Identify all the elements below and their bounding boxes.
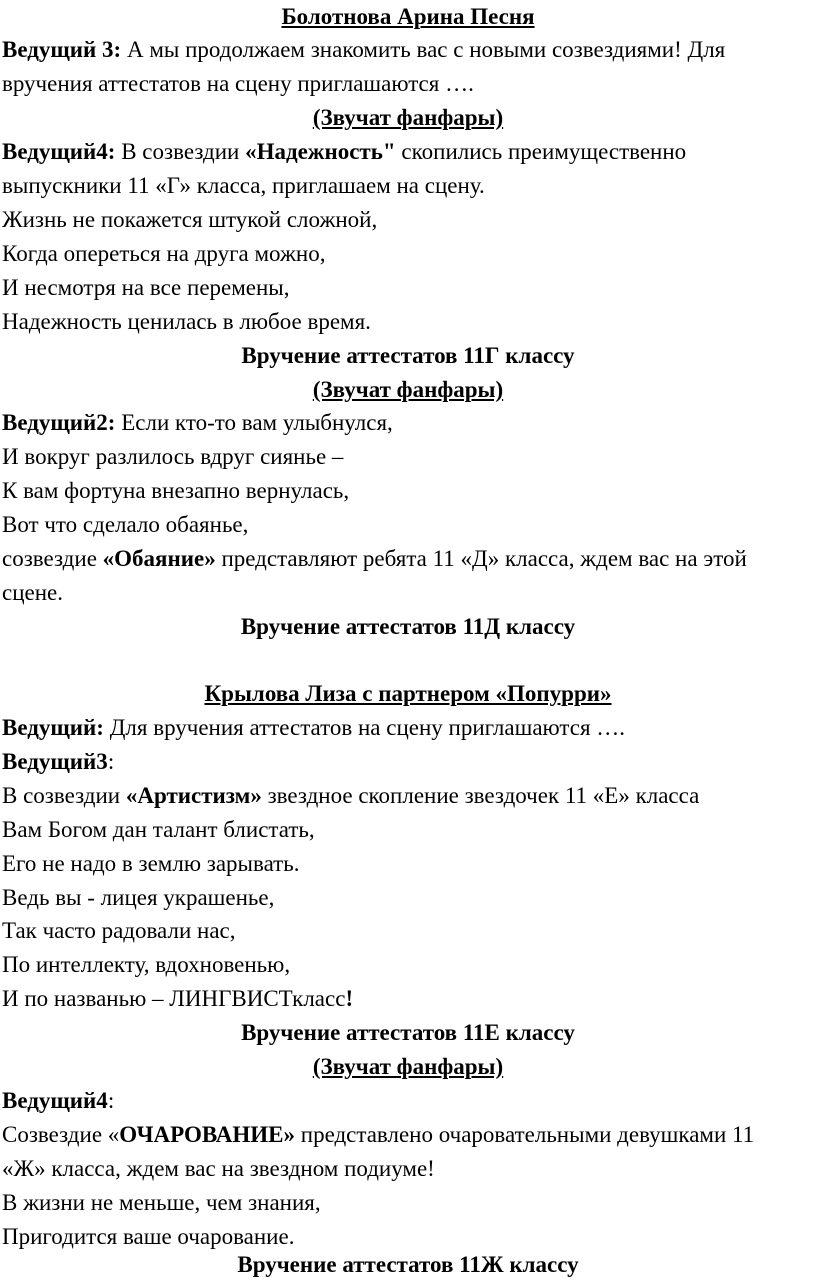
constellation-name: ОЧАРОВАНИЕ» xyxy=(119,1122,296,1147)
song-title: Крылова Лиза с партнером «Попурри» xyxy=(204,681,612,706)
line-text: представляют ребята 11 «Д» класса, ждем вас на этой xyxy=(215,546,747,571)
line-text: : xyxy=(107,749,115,774)
constellation-name: «Артистизм» xyxy=(125,783,262,808)
line-text: В созвездии xyxy=(2,783,126,808)
line-text: звездное скопление звездочек 11 «Е» класса xyxy=(261,783,700,808)
line-text: И по названью – ЛИНГВИСТкласс xyxy=(2,986,346,1011)
paragraph-line: «Ж» класса, ждем вас на звездном подиуме! xyxy=(2,1156,435,1181)
poem-line: Вот что сделало обаянье, xyxy=(2,512,249,537)
paragraph-line xyxy=(2,745,814,779)
poem-line: Его не надо в землю зарывать. xyxy=(2,851,300,876)
speaker-label: Ведущий3 xyxy=(2,749,108,774)
line-text: ! xyxy=(345,986,354,1011)
award-heading: Вручение аттестатов 11Ж классу xyxy=(237,1252,579,1277)
stage-direction: (Звучат фанфары) xyxy=(312,105,504,130)
poem-line: Вам Богом дан талант блистать, xyxy=(2,817,315,842)
paragraph-line xyxy=(2,542,814,576)
poem-line: И вокруг разлилось вдруг сиянье – xyxy=(2,444,344,469)
award-heading: Вручение аттестатов 11Д классу xyxy=(240,614,576,639)
paragraph-line xyxy=(2,1118,814,1152)
poem-line: В жизни не меньше, чем знания, xyxy=(2,1190,321,1215)
speaker-label: Ведущий 3: xyxy=(2,37,122,62)
speaker-label: Ведущий4 xyxy=(2,1088,108,1113)
stage-direction: (Звучат фанфары) xyxy=(312,1054,504,1079)
constellation-name: «Надежность" xyxy=(245,139,396,164)
speaker-label: Ведущий: xyxy=(2,715,104,740)
poem-line: К вам фортуна внезапно вернулась, xyxy=(2,478,350,503)
line-text: В созвездии xyxy=(115,139,246,164)
poem-line xyxy=(2,982,814,1016)
line-text: скопились преимущественно xyxy=(395,139,687,164)
song-title: Болотнова Арина Песня xyxy=(281,4,535,29)
poem-line: Надежность ценилась в любое время. xyxy=(2,309,371,334)
award-heading: Вручение аттестатов 11Г классу xyxy=(241,343,575,368)
paragraph-line xyxy=(2,135,814,169)
paragraph-line xyxy=(2,779,814,813)
line-text: представлено очаровательными девушками 11 xyxy=(295,1122,755,1147)
poem-line: Так часто радовали нас, xyxy=(2,918,236,943)
speaker-label: Ведущий2: xyxy=(2,410,116,435)
paragraph-line xyxy=(2,1084,814,1118)
line-text: : xyxy=(107,1088,115,1113)
line-text: Созвездие « xyxy=(2,1122,120,1147)
paragraph-line: сцене. xyxy=(2,580,63,605)
poem-line: По интеллекту, вдохновенью, xyxy=(2,952,291,977)
stage-direction: (Звучат фанфары) xyxy=(312,377,504,402)
speaker-label: Ведущий4: xyxy=(2,139,116,164)
paragraph-line xyxy=(2,406,814,440)
paragraph-line: выпускники 11 «Г» класса, приглашаем на сцену. xyxy=(2,173,485,198)
award-heading: Вручение аттестатов 11Е классу xyxy=(241,1020,575,1045)
line-text: созвездие xyxy=(2,546,103,571)
constellation-name: «Обаяние» xyxy=(102,546,216,571)
paragraph-line xyxy=(2,711,814,745)
poem-line: Когда опереться на друга можно, xyxy=(2,241,326,266)
poem-line: И несмотря на все перемены, xyxy=(2,275,290,300)
poem-line: Пригодится ваше очарование. xyxy=(2,1224,295,1249)
line-text: А мы продолжаем знакомить вас с новыми созвездиями! Для xyxy=(121,37,726,62)
poem-line: Ведь вы - лицея украшенье, xyxy=(2,885,275,910)
paragraph-line xyxy=(2,33,814,67)
poem-line: Жизнь не покажется штукой сложной, xyxy=(2,207,378,232)
paragraph-line: вручения аттестатов на сцену приглашаются …. xyxy=(2,71,474,96)
line-text: Для вручения аттестатов на сцену приглашаются …. xyxy=(103,715,626,740)
line-text: Если кто-то вам улыбнулся, xyxy=(115,410,393,435)
